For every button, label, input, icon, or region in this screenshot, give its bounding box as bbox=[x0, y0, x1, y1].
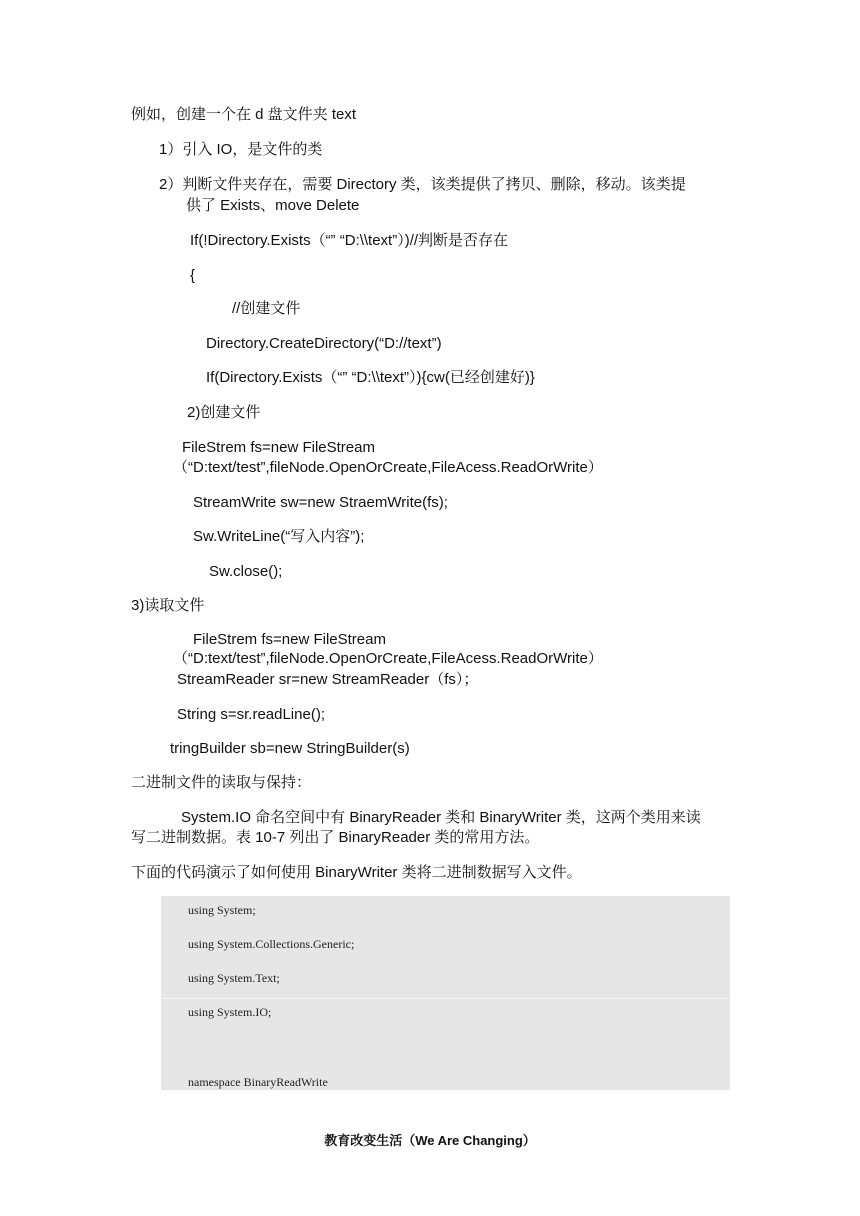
code-create-directory: Directory.CreateDirectory(“D://text”) bbox=[206, 335, 442, 352]
step-1-line: 1）引入 IO，是文件的类 bbox=[159, 141, 323, 158]
code-block-line: using System; bbox=[188, 903, 256, 917]
code-stringbuilder: tringBuilder sb=new StringBuilder(s) bbox=[170, 740, 410, 757]
binary-paragraph-line-1: System.IO 命名空间中有 BinaryReader 类和 BinaryWriter 类，这两个类用来读 bbox=[181, 809, 701, 826]
code-filestream-args: （“D:text/test”,fileNode.OpenOrCreate,FileAcess.ReadOrWrite） bbox=[173, 459, 603, 476]
code-block bbox=[161, 896, 730, 1090]
code-block-divider bbox=[161, 998, 730, 999]
code-block-line: using System.IO; bbox=[188, 1005, 272, 1019]
code-comment-create: //创建文件 bbox=[232, 300, 301, 317]
page-footer: 教育改变生活（We Are Changing） bbox=[324, 1133, 536, 1148]
code-read-filestream-args: （“D:text/test”,fileNode.OpenOrCreate,FileAcess.ReadOrWrite） bbox=[173, 650, 603, 667]
binary-heading: 二进制文件的读取与保持： bbox=[131, 774, 312, 791]
intro-line: 例如，创建一个在 d 盘文件夹 text bbox=[131, 106, 357, 123]
binary-paragraph-line-2: 写二进制数据。表 10-7 列出了 BinaryReader 类的常用方法。 bbox=[131, 829, 540, 846]
code-filestream-decl: FileStrem fs=new FileStream bbox=[182, 439, 375, 456]
code-block-line: namespace BinaryReadWrite bbox=[188, 1075, 328, 1089]
step-create-file-heading: 2)创建文件 bbox=[187, 404, 261, 421]
code-if-exists: If(!Directory.Exists（“” “D:\\text”）)//判断是否存在 bbox=[190, 232, 509, 249]
code-if-created: If(Directory.Exists（“” “D:\\text”）){cw(已经创建好)} bbox=[206, 369, 535, 386]
code-read-filestream-decl: FileStrem fs=new FileStream bbox=[193, 631, 386, 648]
code-writeline: Sw.WriteLine(“写入内容”); bbox=[193, 528, 365, 545]
step-2-line-1: 2）判断文件夹存在，需要 Directory 类，该类提供了拷贝、删除，移动。该类提 bbox=[159, 176, 686, 193]
code-readline: String s=sr.readLine(); bbox=[177, 706, 325, 723]
code-close: Sw.close(); bbox=[209, 563, 283, 580]
step-2-line-2: 供了 Exists、move Delete bbox=[186, 197, 360, 214]
step-read-file-heading: 3)读取文件 bbox=[131, 597, 205, 614]
code-streamreader: StreamReader sr=new StreamReader（fs）； bbox=[177, 671, 479, 688]
binary-demo-intro: 下面的代码演示了如何使用 BinaryWriter 类将二进制数据写入文件。 bbox=[131, 864, 582, 881]
code-streamwriter: StreamWrite sw=new StraemWrite(fs); bbox=[193, 494, 448, 511]
code-block-line: using System.Collections.Generic; bbox=[188, 937, 355, 951]
code-block-line: using System.Text; bbox=[188, 971, 280, 985]
code-brace-open: { bbox=[190, 267, 196, 284]
